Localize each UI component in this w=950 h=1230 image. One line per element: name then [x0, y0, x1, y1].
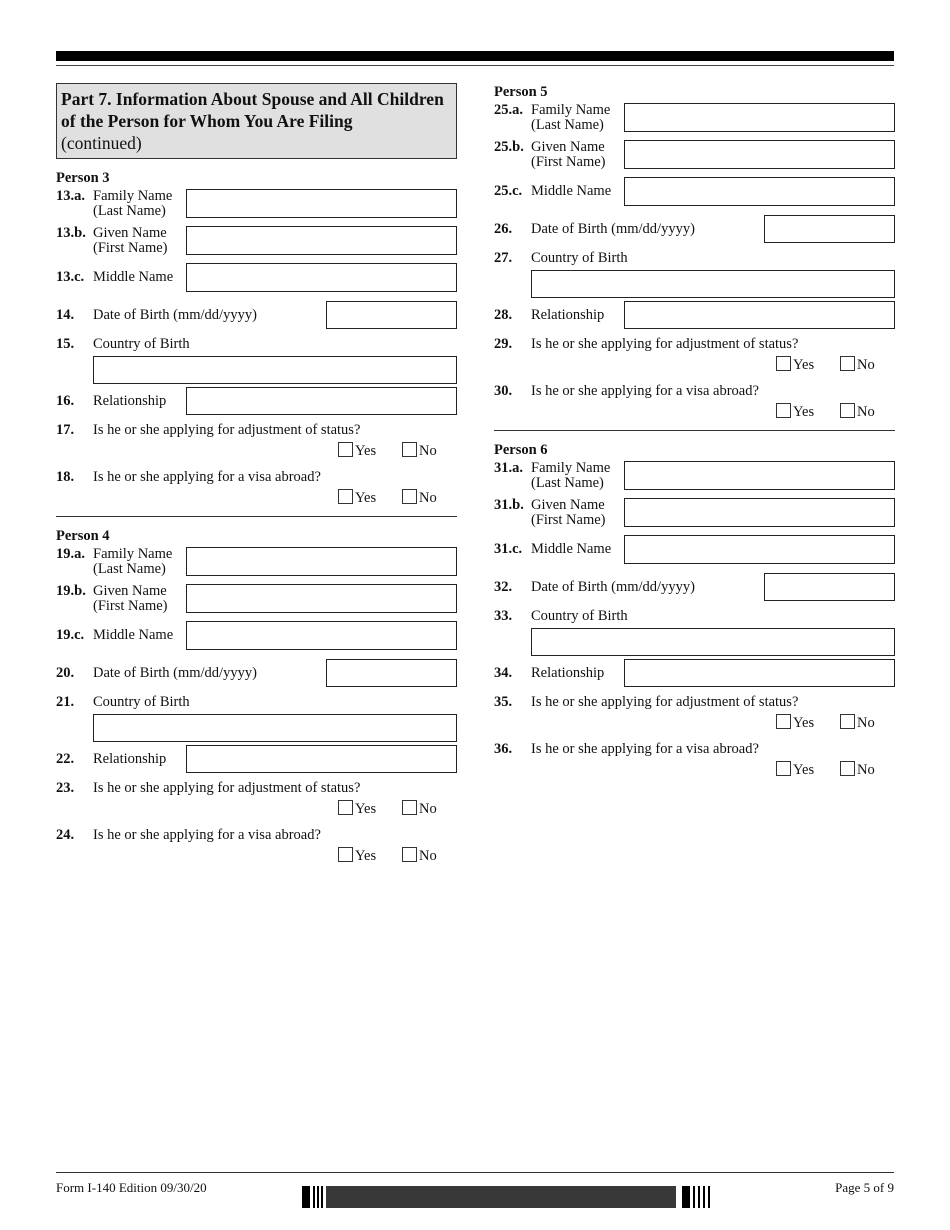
item-number: 25.c.	[494, 183, 523, 199]
visa-yes-option[interactable]: Yes	[338, 847, 376, 864]
adjustment-question-label: Is he or she applying for adjustment of status?	[93, 422, 361, 438]
family-name-input[interactable]	[624, 103, 895, 132]
dob-label: Date of Birth (mm/dd/yyyy)	[93, 665, 257, 681]
relationship-input[interactable]	[186, 387, 457, 415]
adjustment-question-row	[494, 695, 895, 742]
item-number: 29.	[494, 336, 513, 352]
given-name-row	[56, 226, 457, 263]
country-input[interactable]	[531, 270, 895, 298]
country-label: Country of Birth	[531, 608, 628, 624]
visa-question-label: Is he or she applying for a visa abroad?	[93, 469, 321, 485]
checkbox[interactable]	[402, 489, 417, 504]
top-rule-thick	[56, 51, 894, 61]
middle-name-row	[56, 263, 457, 301]
person-title: Person 6	[494, 442, 548, 458]
country-label: Country of Birth	[93, 694, 190, 710]
part-7-header	[56, 83, 457, 159]
barcode-image	[302, 1186, 712, 1208]
dob-row	[494, 573, 895, 609]
part-title: Part 7. Information About Spouse and All Children of the Person for Whom You Are Filing	[61, 89, 444, 131]
middle-name-row	[494, 535, 895, 573]
given-name-label: Given Name (First Name)	[531, 139, 606, 170]
country-row	[56, 337, 457, 387]
item-number: 31.b.	[494, 497, 524, 513]
country-input[interactable]	[93, 356, 457, 384]
left-column	[56, 83, 457, 866]
item-number: 31.a.	[494, 460, 523, 476]
adjustment-no-option[interactable]: No	[840, 714, 875, 731]
checkbox[interactable]	[840, 403, 855, 418]
adjustment-no-option[interactable]: No	[840, 356, 875, 373]
dob-label: Date of Birth (mm/dd/yyyy)	[93, 307, 257, 323]
adjustment-no-option[interactable]: No	[402, 442, 437, 459]
item-number: 28.	[494, 307, 513, 323]
item-number: 19.a.	[56, 546, 85, 562]
visa-yes-option[interactable]: Yes	[338, 489, 376, 506]
middle-name-input[interactable]	[624, 177, 895, 206]
checkbox[interactable]	[402, 847, 417, 862]
given-name-label: Given Name (First Name)	[93, 225, 168, 256]
dob-input[interactable]	[764, 573, 895, 601]
dob-row	[494, 215, 895, 251]
given-name-input[interactable]	[186, 226, 457, 255]
item-number: 22.	[56, 751, 75, 767]
person-5-section	[494, 83, 895, 422]
visa-question-label: Is he or she applying for a visa abroad?	[531, 741, 759, 757]
adjustment-question-row	[56, 423, 457, 470]
family-name-label: Family Name (Last Name)	[93, 188, 173, 219]
item-number: 30.	[494, 383, 513, 399]
dob-row	[56, 301, 457, 337]
given-name-row	[56, 584, 457, 621]
person-3-section	[56, 169, 457, 508]
family-name-row	[56, 189, 457, 226]
adjustment-no-option[interactable]: No	[402, 800, 437, 817]
adjustment-yes-option[interactable]: Yes	[776, 356, 814, 373]
item-number: 25.a.	[494, 102, 523, 118]
family-name-row	[494, 103, 895, 140]
person-title: Person 4	[56, 528, 110, 544]
visa-no-option[interactable]: No	[402, 847, 437, 864]
family-name-label: Family Name (Last Name)	[531, 460, 611, 491]
visa-question-row	[56, 828, 457, 866]
checkbox[interactable]	[338, 489, 353, 504]
section-divider	[494, 430, 895, 431]
relationship-label: Relationship	[531, 307, 605, 323]
item-number: 24.	[56, 827, 75, 843]
checkbox[interactable]	[338, 442, 353, 457]
visa-question-row	[494, 742, 895, 780]
adjustment-yes-option[interactable]: Yes	[776, 714, 814, 731]
relationship-input[interactable]	[624, 659, 895, 687]
item-number: 13.a.	[56, 188, 85, 204]
dob-label: Date of Birth (mm/dd/yyyy)	[531, 221, 695, 237]
checkbox[interactable]	[402, 442, 417, 457]
item-number: 19.c.	[56, 627, 85, 643]
relationship-input[interactable]	[186, 745, 457, 773]
person-title: Person 5	[494, 84, 548, 100]
country-input[interactable]	[93, 714, 457, 742]
country-label: Country of Birth	[93, 336, 190, 352]
item-number: 18.	[56, 469, 75, 485]
adjustment-question-row	[56, 781, 457, 828]
adjustment-yes-option[interactable]: Yes	[338, 800, 376, 817]
country-row	[56, 695, 457, 745]
given-name-input[interactable]	[624, 498, 895, 527]
middle-name-input[interactable]	[624, 535, 895, 564]
visa-no-option[interactable]: No	[402, 489, 437, 506]
checkbox[interactable]	[840, 714, 855, 729]
adjustment-question-label: Is he or she applying for adjustment of status?	[531, 336, 799, 352]
dob-input[interactable]	[326, 301, 457, 329]
relationship-label: Relationship	[531, 665, 605, 681]
family-name-input[interactable]	[186, 547, 457, 576]
middle-name-label: Middle Name	[93, 627, 174, 643]
checkbox[interactable]	[776, 714, 791, 729]
item-number: 19.b.	[56, 583, 86, 599]
item-number: 21.	[56, 694, 75, 710]
item-number: 35.	[494, 694, 513, 710]
item-number: 34.	[494, 665, 513, 681]
family-name-row	[56, 547, 457, 584]
item-number: 23.	[56, 780, 75, 796]
person-6-section	[494, 441, 895, 780]
dob-input[interactable]	[764, 215, 895, 243]
adjustment-question-row	[494, 337, 895, 384]
item-number: 25.b.	[494, 139, 524, 155]
middle-name-label: Middle Name	[93, 269, 174, 285]
checkbox[interactable]	[840, 761, 855, 776]
given-name-row	[494, 140, 895, 177]
item-number: 26.	[494, 221, 513, 237]
item-number: 14.	[56, 307, 75, 323]
visa-no-option[interactable]: No	[840, 761, 875, 778]
family-name-input[interactable]	[624, 461, 895, 490]
country-row	[494, 609, 895, 659]
given-name-input[interactable]	[624, 140, 895, 169]
visa-question-row	[494, 384, 895, 422]
item-number: 32.	[494, 579, 513, 595]
family-name-label: Family Name (Last Name)	[531, 102, 611, 133]
item-number: 17.	[56, 422, 75, 438]
middle-name-input[interactable]	[186, 263, 457, 292]
middle-name-row	[56, 621, 457, 659]
item-number: 15.	[56, 336, 75, 352]
section-divider	[56, 516, 457, 517]
given-name-row	[494, 498, 895, 535]
dob-label: Date of Birth (mm/dd/yyyy)	[531, 579, 695, 595]
page-number: Page 5 of 9	[835, 1180, 894, 1195]
visa-yes-option[interactable]: Yes	[776, 403, 814, 420]
person-4-section	[56, 527, 457, 866]
checkbox[interactable]	[338, 847, 353, 862]
adjustment-question-label: Is he or she applying for adjustment of status?	[531, 694, 799, 710]
visa-question-row	[56, 470, 457, 508]
checkbox[interactable]	[776, 403, 791, 418]
item-number: 20.	[56, 665, 75, 681]
item-number: 16.	[56, 393, 75, 409]
item-number: 27.	[494, 250, 513, 266]
family-name-input[interactable]	[186, 189, 457, 218]
visa-question-label: Is he or she applying for a visa abroad?	[531, 383, 759, 399]
form-edition: Form I-140 Edition 09/30/20	[56, 1180, 207, 1195]
relationship-label: Relationship	[93, 393, 167, 409]
footer-rule	[56, 1172, 894, 1173]
middle-name-label: Middle Name	[531, 183, 612, 199]
item-number: 13.b.	[56, 225, 86, 241]
relationship-row	[494, 301, 895, 337]
checkbox[interactable]	[840, 356, 855, 371]
adjustment-yes-option[interactable]: Yes	[338, 442, 376, 459]
checkbox[interactable]	[776, 761, 791, 776]
checkbox[interactable]	[776, 356, 791, 371]
checkbox[interactable]	[338, 800, 353, 815]
country-input[interactable]	[531, 628, 895, 656]
visa-question-label: Is he or she applying for a visa abroad?	[93, 827, 321, 843]
part-subtitle: (continued)	[61, 133, 142, 153]
middle-name-input[interactable]	[186, 621, 457, 650]
relationship-label: Relationship	[93, 751, 167, 767]
country-label: Country of Birth	[531, 250, 628, 266]
item-number: 36.	[494, 741, 513, 757]
visa-yes-option[interactable]: Yes	[776, 761, 814, 778]
family-name-row	[494, 461, 895, 498]
relationship-row	[56, 745, 457, 781]
given-name-label: Given Name (First Name)	[531, 497, 606, 528]
right-column	[494, 83, 895, 780]
family-name-label: Family Name (Last Name)	[93, 546, 173, 577]
relationship-row	[56, 387, 457, 423]
top-rule-thin	[56, 65, 894, 66]
dob-input[interactable]	[326, 659, 457, 687]
adjustment-question-label: Is he or she applying for adjustment of status?	[93, 780, 361, 796]
middle-name-row	[494, 177, 895, 215]
dob-row	[56, 659, 457, 695]
item-number: 33.	[494, 608, 513, 624]
given-name-input[interactable]	[186, 584, 457, 613]
item-number: 13.c.	[56, 269, 85, 285]
given-name-label: Given Name (First Name)	[93, 583, 168, 614]
country-row	[494, 251, 895, 301]
visa-no-option[interactable]: No	[840, 403, 875, 420]
relationship-row	[494, 659, 895, 695]
person-title: Person 3	[56, 170, 110, 186]
item-number: 31.c.	[494, 541, 523, 557]
middle-name-label: Middle Name	[531, 541, 612, 557]
checkbox[interactable]	[402, 800, 417, 815]
relationship-input[interactable]	[624, 301, 895, 329]
